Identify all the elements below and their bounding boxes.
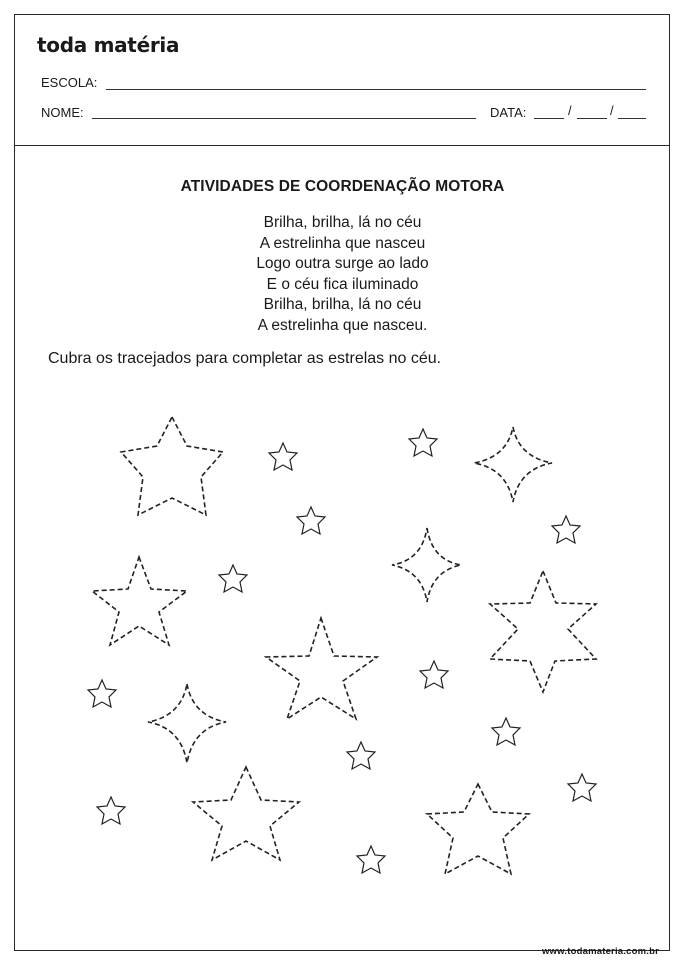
poem-line: A estrelinha que nasceu. [257, 316, 428, 334]
small-star-icon [409, 429, 437, 456]
dashed-star-icon[interactable] [427, 784, 529, 874]
small-star-icon [492, 718, 520, 745]
toda-materia-logo: toda matéria [37, 33, 180, 57]
small-star-icon [297, 507, 325, 534]
date-label: DATA: [490, 105, 527, 120]
dashed-sparkle-icon[interactable] [474, 427, 552, 502]
dashed-sparkle-icon[interactable] [148, 684, 226, 763]
small-star-icon [88, 680, 116, 707]
dashed-star-icon[interactable] [121, 417, 223, 515]
poem-line: A estrelinha que nasceu [259, 234, 426, 252]
dashed-star-icon[interactable] [193, 767, 299, 860]
small-star-icon [219, 565, 247, 592]
poem-line: Brilha, brilha, lá no céu [263, 296, 422, 314]
small-star-icon [347, 742, 375, 769]
instruction-text: Cubra os tracejados para completar as estrelas no céu. [48, 350, 442, 367]
dashed-star-icon[interactable] [490, 571, 596, 692]
dashed-star-icon[interactable] [266, 618, 377, 719]
poem-line: Brilha, brilha, lá no céu [263, 214, 422, 231]
date-separator-2: / [610, 103, 614, 118]
activity-title: ATIVIDADES DE COORDENAÇÃO MOTORA [180, 178, 505, 195]
small-star-icon [357, 846, 385, 873]
date-separator-1: / [568, 103, 572, 118]
poem-line: E o céu fica iluminado [266, 275, 419, 293]
small-star-icon [552, 516, 580, 543]
name-label: NOME: [41, 105, 84, 120]
small-star-icon [420, 661, 448, 688]
school-label: ESCOLA: [41, 75, 98, 90]
dashed-star-icon[interactable] [92, 557, 187, 645]
dashed-sparkle-icon[interactable] [392, 528, 461, 602]
small-star-icon [269, 443, 297, 470]
small-star-icon [568, 774, 596, 801]
poem-line: Logo outra surge ao lado [256, 255, 429, 273]
footer-url: www.todamateria.com.br [541, 946, 659, 957]
small-star-icon [97, 797, 125, 824]
